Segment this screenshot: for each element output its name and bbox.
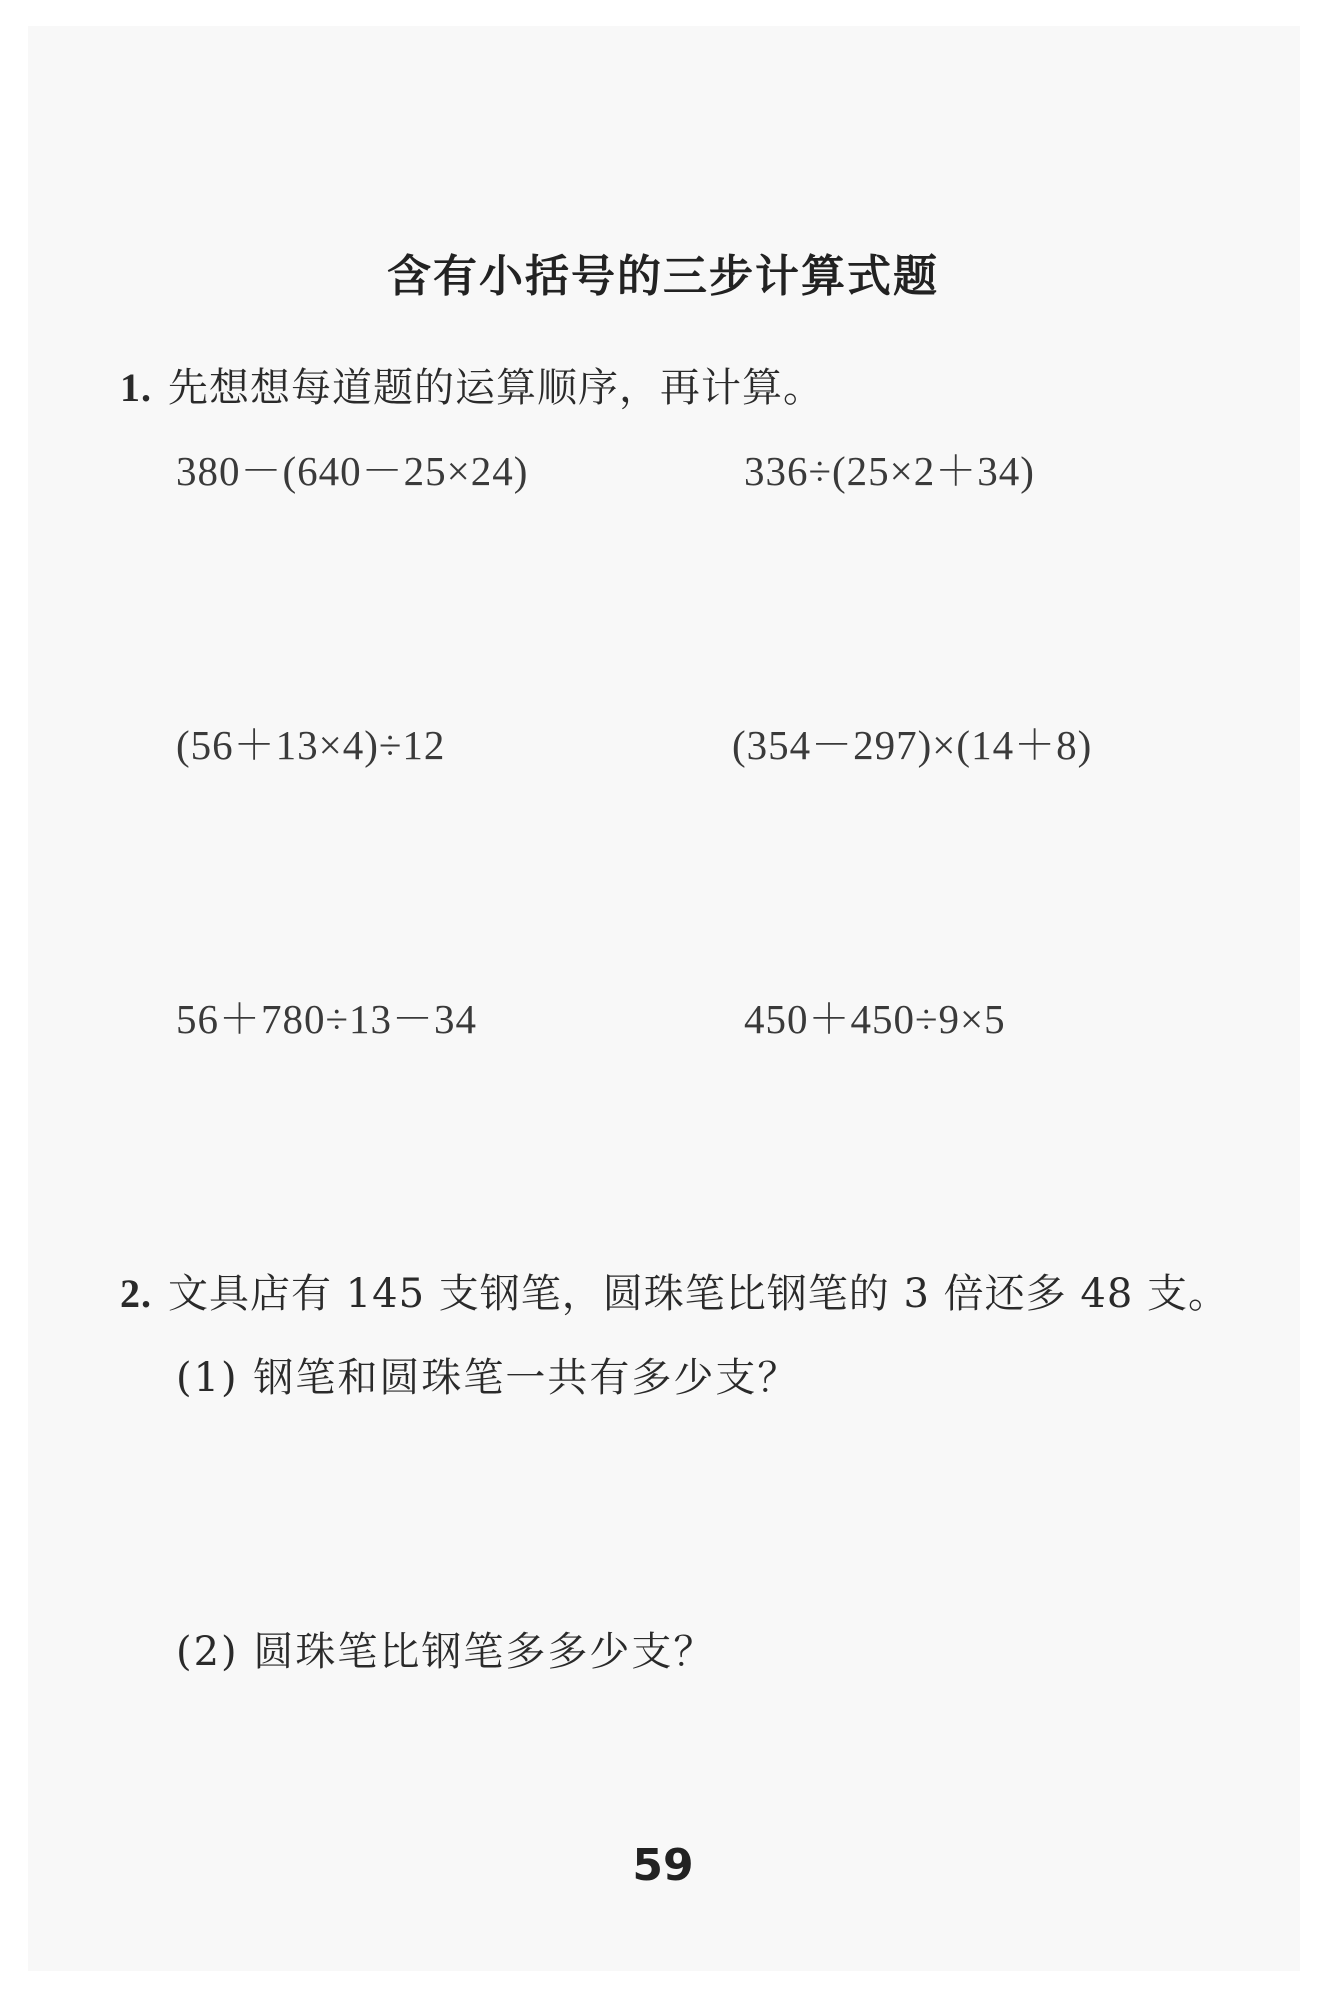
expression-6: 450＋450÷9×5 <box>744 996 1006 1042</box>
expression-1: 380－(640－25×24) <box>176 448 529 494</box>
question-2 <box>120 1262 1229 1319</box>
expression-4: (354－297)×(14＋8) <box>732 722 1093 768</box>
question-1-prompt: 先想想每道题的运算顺序，再计算。 <box>168 365 824 411</box>
expression-2: 336÷(25×2＋34) <box>744 448 1035 494</box>
sub-question-1: (1) 钢笔和圆珠笔一共有多少支？ <box>176 1355 800 1401</box>
question-1 <box>120 356 824 413</box>
expression-3: (56＋13×4)÷12 <box>176 722 446 768</box>
question-2-prompt: 文具店有 145 支钢笔，圆珠笔比钢笔的 3 倍还多 48 支。 <box>168 1271 1229 1317</box>
page-number: 59 <box>632 1840 694 1891</box>
sub-question-2: (2) 圆珠笔比钢笔多多少支？ <box>176 1629 716 1675</box>
question-2-number: 2. <box>120 1271 152 1316</box>
page-title: 含有小括号的三步计算式题 <box>387 251 939 302</box>
expression-5: 56＋780÷13－34 <box>176 996 478 1042</box>
question-1-number: 1. <box>120 365 152 410</box>
